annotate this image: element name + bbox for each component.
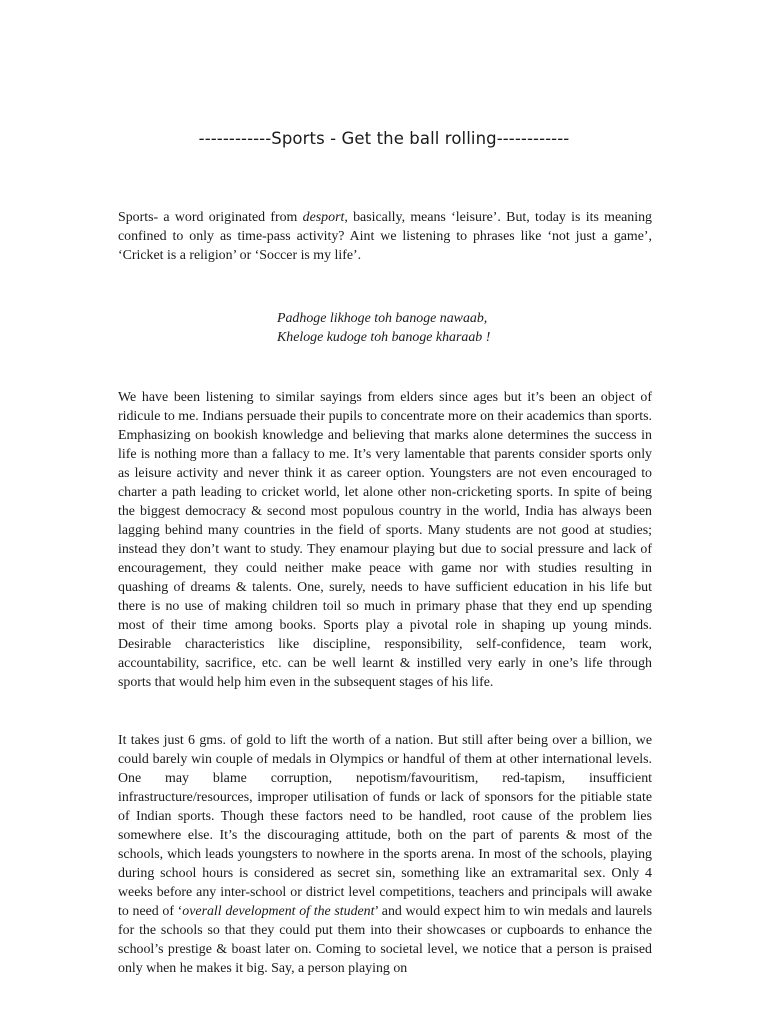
verse-quote [277, 309, 490, 347]
page-title: ------------Sports - Get the ball rolling------------ [198, 129, 570, 148]
paragraph3-emphasis: overall development of the student [182, 904, 375, 919]
intro-paragraph [118, 208, 652, 265]
paragraph3-text-end: ’ and would expect him to win medals and laurels for the schools so that they could put them into their showcases or cupboards to enhance the school’s prestige & boast later on. Coming to societal level, we notice that a person is praised only when he makes it big. Say, a person playing on [118, 904, 652, 976]
paragraph3-text-start: It takes just 6 gms. of gold to lift the worth of a nation. But still after being over a billion, we could barely win couple of medals in Olympics or handful of them at other international levels. One may blame corruption, nepotism/favouritism, red-tapism, insufficient infrastructure/resources, improper utilisation of funds or lack of sponsors for the pitiable state of Indian sports. Though these factors need to be handled, root cause of the problem lies somewhere else. It’s the discouraging attitude, both on the part of parents & most of the schools, which leads youngsters to nowhere in the sports arena. In most of the schools, playing during school hours is considered as secret sin, something like an extramarital sex. Only 4 weeks before any inter-school or district level competitions, teachers and principals will awake to need of ‘ [118, 733, 652, 919]
intro-emphasis: desport [302, 210, 345, 225]
body-paragraph-3 [118, 731, 652, 978]
intro-text-start: Sports- a word originated from [118, 210, 303, 225]
body-paragraph-2: We have been listening to similar sayings from elders since ages but it’s been an object of ridicule to me. Indians persuade their pupils to concentrate more on their academics than sports. Emphasizing on bookish knowledge and believing that marks alone determines the success in life is nothing more than a fallacy to me. It’s very lamentable that parents consider sports only as leisure activity and never think it as career option. Youngsters are not even encouraged to charter a path leading to cricket world, let alone other non-cricketing sports. In spite of being the biggest democracy & second most populous country in the world, India has always been lagging behind many countries in the field of sports. Many students are not good at studies; instead they don’t want to study. They enamour playing but due to social pressure and lack of encouragement, they could neither make peace with game nor with studies resulting in quashing of dreams & talents. One, surely, needs to have sufficient education in his life but there is no use of making children toil so much in primary phase that they end up spending most of their time among books. Sports play a pivotal role in shaping up young minds. Desirable characteristics like discipline, responsibility, self-confidence, team work, accountability, sacrifice, etc. can be well learnt & instilled very early in one’s life through sports that would help him even in the subsequent stages of his life. [118, 390, 652, 690]
intro-text-end: , basically, means ‘leisure’. But, today is its meaning confined to only as time-pass activity? Aint we listening to phrases like ‘not just a game’, ‘Cricket is a religion’ or ‘Soccer is my life’. [118, 210, 652, 263]
verse-line-2: Kheloge kudoge toh banoge kharaab ! [277, 330, 491, 345]
verse-line-1: Padhoge likhoge toh banoge nawaab, [277, 311, 488, 326]
